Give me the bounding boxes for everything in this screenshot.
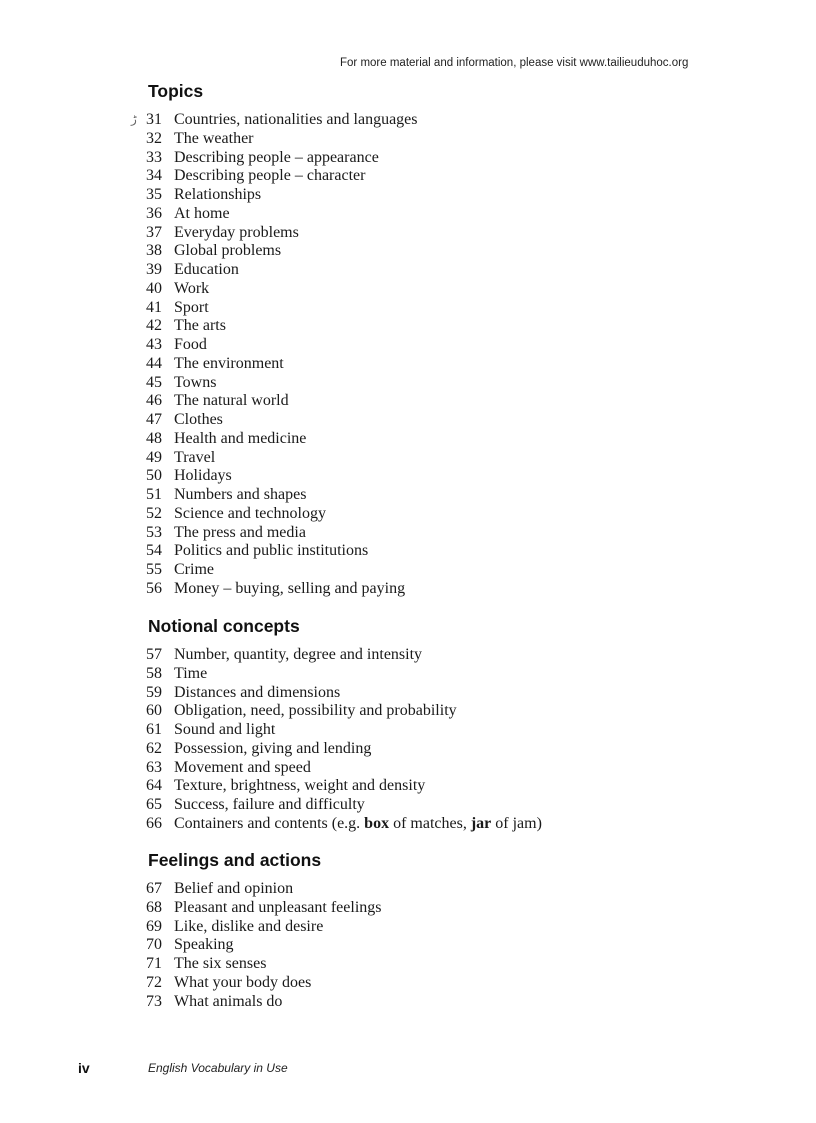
unit-number: 40 — [146, 279, 162, 297]
unit-number: 31 — [146, 111, 162, 128]
unit-title: The natural world — [174, 392, 289, 410]
unit-number: 73 — [146, 992, 162, 1010]
list-item — [146, 918, 382, 937]
unit-number: 49 — [146, 448, 162, 466]
unit-title: Relationships — [174, 186, 262, 203]
list-item — [146, 299, 418, 318]
list-item — [146, 721, 542, 740]
list-item — [146, 740, 542, 759]
unit-title: Time — [174, 664, 208, 682]
unit-number: 43 — [146, 336, 162, 353]
unit-title: Everyday problems — [174, 223, 299, 241]
unit-title: Countries, nationalities and languages — [174, 111, 418, 128]
unit-title: What animals do — [174, 992, 283, 1010]
list-item — [146, 392, 418, 411]
list-item — [146, 205, 418, 224]
unit-number: 70 — [146, 936, 162, 954]
unit-number: 44 — [146, 354, 162, 372]
unit-title: Pleasant and unpleasant feelings — [174, 898, 382, 916]
list-item — [146, 167, 418, 186]
list-item — [146, 796, 542, 815]
unit-title: Work — [174, 279, 210, 297]
notional-concepts-list — [146, 646, 542, 834]
list-item — [146, 936, 382, 955]
list-item — [146, 955, 382, 974]
unit-number: 47 — [146, 411, 162, 428]
list-item — [146, 467, 418, 486]
unit-title: Distances and dimensions — [174, 683, 341, 701]
unit-title: Success, failure and difficulty — [174, 796, 365, 813]
list-item — [146, 486, 418, 505]
list-item — [146, 665, 542, 684]
unit-number: 67 — [146, 880, 162, 897]
unit-number: 57 — [146, 646, 162, 663]
unit-number: 53 — [146, 523, 162, 541]
unit-number: 71 — [146, 955, 162, 972]
unit-title: Towns — [174, 373, 217, 391]
list-item — [146, 646, 542, 665]
unit-number: 32 — [146, 129, 162, 147]
unit-number: 64 — [146, 777, 162, 795]
unit-number: 68 — [146, 898, 162, 916]
section-heading-topics: Topics — [148, 81, 204, 101]
unit-number: 52 — [146, 504, 162, 522]
list-item — [146, 702, 542, 721]
unit-number: 58 — [146, 664, 162, 682]
list-item — [146, 224, 418, 243]
list-item — [146, 336, 418, 355]
list-item — [146, 355, 418, 374]
section-heading-notional-concepts: Notional concepts — [148, 616, 300, 636]
list-item — [146, 149, 418, 168]
list-item — [146, 411, 418, 430]
margin-mark: ڑ — [131, 112, 137, 126]
unit-title: Holidays — [174, 467, 232, 485]
list-item — [146, 242, 418, 261]
unit-title: Like, dislike and desire — [174, 917, 324, 935]
unit-title: Describing people – character — [174, 167, 366, 185]
unit-number: 50 — [146, 467, 162, 485]
unit-number: 33 — [146, 148, 162, 166]
unit-title: The arts — [174, 317, 226, 335]
unit-title: Sound and light — [174, 721, 276, 738]
list-item — [146, 974, 382, 993]
unit-title: The press and media — [174, 523, 306, 541]
unit-number: 39 — [146, 261, 162, 278]
unit-number: 60 — [146, 702, 162, 720]
unit-number: 46 — [146, 392, 162, 410]
list-item — [146, 542, 418, 561]
feelings-actions-list — [146, 880, 382, 1011]
unit-number: 59 — [146, 683, 162, 701]
list-item — [146, 317, 418, 336]
list-item — [146, 524, 418, 543]
unit-number: 69 — [146, 917, 162, 935]
unit-title: Science and technology — [174, 504, 326, 522]
unit-title: Money – buying, selling and paying — [174, 579, 406, 597]
unit-title: Clothes — [174, 411, 223, 428]
page-number: iv — [78, 1060, 90, 1076]
list-item — [146, 130, 418, 149]
list-item — [146, 280, 418, 299]
unit-title: Education — [174, 261, 239, 278]
unit-title: Movement and speed — [174, 758, 311, 776]
header-note: For more material and information, please visit www.tailieuduhoc.org — [340, 57, 689, 69]
unit-number: 42 — [146, 317, 162, 335]
list-item — [146, 505, 418, 524]
unit-title: Possession, giving and lending — [174, 739, 372, 757]
list-item — [146, 430, 418, 449]
list-item — [146, 684, 542, 703]
list-item — [146, 186, 418, 205]
unit-title: Politics and public institutions — [174, 542, 369, 560]
list-item — [146, 374, 418, 393]
unit-number: 63 — [146, 758, 162, 776]
unit-title: Health and medicine — [174, 429, 307, 447]
unit-number: 51 — [146, 486, 162, 503]
unit-number: 34 — [146, 167, 162, 185]
list-item — [146, 777, 542, 796]
unit-title: Food — [174, 336, 207, 353]
list-item — [146, 261, 418, 280]
list-item — [146, 993, 382, 1012]
section-heading-feelings-actions: Feelings and actions — [148, 850, 322, 870]
unit-title: Speaking — [174, 936, 234, 954]
unit-title: Global problems — [174, 242, 282, 260]
unit-title: Sport — [174, 298, 209, 316]
unit-number: 37 — [146, 223, 162, 241]
unit-title: Number, quantity, degree and intensity — [174, 646, 423, 663]
book-title: English Vocabulary in Use — [148, 1061, 288, 1075]
list-item — [146, 899, 382, 918]
unit-number: 66 — [146, 814, 162, 832]
list-item — [146, 449, 418, 468]
unit-title: What your body does — [174, 973, 312, 991]
unit-title: The weather — [174, 129, 254, 147]
unit-number: 38 — [146, 242, 162, 260]
list-item — [146, 561, 418, 580]
list-item — [146, 880, 382, 899]
unit-title: The environment — [174, 354, 284, 372]
list-item — [146, 111, 418, 130]
unit-number: 48 — [146, 429, 162, 447]
unit-title: Crime — [174, 561, 214, 578]
unit-number: 45 — [146, 373, 162, 391]
unit-title: At home — [174, 204, 230, 222]
unit-number: 61 — [146, 721, 162, 738]
unit-title: Numbers and shapes — [174, 486, 307, 503]
list-item — [146, 815, 542, 834]
unit-title: The six senses — [174, 955, 267, 972]
list-item — [146, 580, 418, 599]
unit-title: Obligation, need, possibility and probability — [174, 702, 457, 720]
unit-title: Describing people – appearance — [174, 148, 379, 166]
unit-number: 55 — [146, 561, 162, 578]
unit-title: Travel — [174, 448, 216, 466]
unit-number: 62 — [146, 739, 162, 757]
unit-title: Containers and contents (e.g. box of matches, jar of jam) — [174, 814, 542, 832]
unit-number: 72 — [146, 973, 162, 991]
topics-list — [146, 111, 418, 599]
unit-number: 54 — [146, 542, 162, 560]
unit-title: Belief and opinion — [174, 880, 294, 897]
unit-number: 41 — [146, 298, 162, 316]
unit-number: 35 — [146, 186, 162, 203]
unit-title: Texture, brightness, weight and density — [174, 777, 426, 795]
list-item — [146, 759, 542, 778]
unit-number: 56 — [146, 579, 162, 597]
unit-number: 36 — [146, 204, 162, 222]
unit-number: 65 — [146, 796, 162, 813]
